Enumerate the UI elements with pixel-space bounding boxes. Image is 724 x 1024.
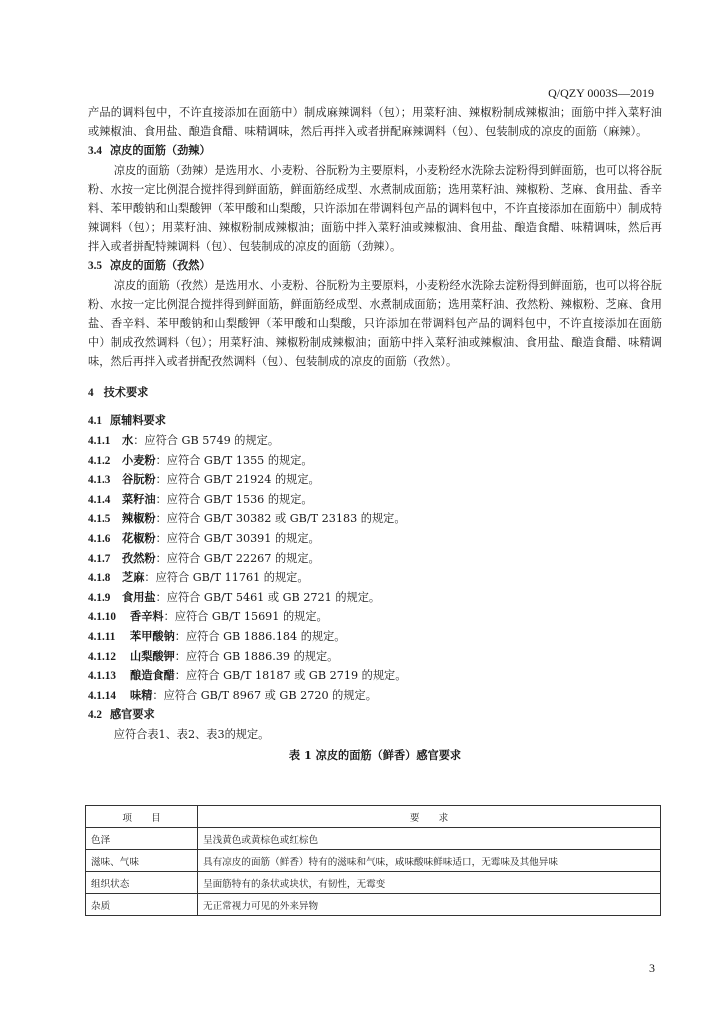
intro-paragraph: 产品的调料包中，不许直接添加在面筋中）制成麻辣调料（包）；用菜籽油、辣椒粉制成辣椒油；面筋中拌入菜籽油或辣椒油、食用盐、酿造食醋、味精调味，然后再拌入或者拼配麻辣调料（包）、包装制成的凉皮的面筋（麻辣）。 (88, 106, 662, 138)
requirement-number: 4.1.3 (88, 474, 111, 487)
requirement-item (88, 431, 662, 451)
requirement-term: 花椒粉 (122, 530, 156, 545)
requirement-item (88, 470, 662, 490)
section-title: 原辅料要求 (109, 413, 166, 427)
requirement-term: 味精 (130, 687, 153, 702)
section-4-heading (88, 383, 662, 403)
requirement-item (88, 529, 662, 549)
requirement-item (88, 490, 662, 510)
requirement-term: 食用盐 (122, 589, 156, 604)
requirement-text: ：应符合 GB 5749 的规定。 (133, 434, 280, 447)
table-header-row (86, 806, 661, 828)
table-1-caption: 表 1 凉皮的面筋（鲜香）感官要求 (288, 748, 462, 763)
requirement-item (88, 647, 662, 667)
requirement-text: ：应符合 GB/T 11761 的规定。 (144, 571, 309, 585)
table-row (86, 828, 661, 850)
requirement-term: 苯甲酸钠 (130, 628, 175, 643)
requirement-term: 辣椒粉 (122, 511, 156, 526)
requirement-term: 菜籽油 (122, 491, 156, 506)
requirement-term: 山梨酸钾 (130, 648, 175, 663)
section-title: 凉皮的面筋（劲辣） (109, 143, 211, 157)
section-3-5-heading (88, 256, 662, 276)
table-cell-requirement: 呈浅黄色或黄棕色或红棕色 (198, 828, 661, 850)
section-3-5-body: 凉皮的面筋（孜然）是选用水、小麦粉、谷朊粉为主要原料，小麦粉经水洗除去淀粉得到鲜面筋，也可以将谷朊粉、水按一定比例混合搅拌得到鲜面筋，鲜面筋经成型、水煮制成面筋；选用菜籽油、孜然粉、辣椒粉、芝麻、食用盐、香辛料、苯甲酸钠和山梨酸钾（苯甲酸和山梨酸，只许添加在带调料包产品的调料包中，不许直接添加在面筋中）制成孜然调料（包）；用菜籽油、辣椒粉制成辣椒油；面筋中拌入菜籽油或辣椒油、食用盐、酿造食醋、味精调味，然后再拌入或者拼配孜然调料（包）、包装制成的凉皮的面筋（孜然）。 (88, 279, 662, 368)
requirement-term: 孜然粉 (122, 550, 156, 565)
section-3-4-body: 凉皮的面筋（劲辣）是选用水、小麦粉、谷朊粉为主要原料，小麦粉经水洗除去淀粉得到鲜面筋，也可以将谷朊粉、水按一定比例混合搅拌得到鲜面筋，鲜面筋经成型、水煮制成面筋；选用菜籽油、辣椒粉、芝麻、食用盐、香辛料、苯甲酸钠和山梨酸钾（苯甲酸和山梨酸，只许添加在带调料包产品的调料包中，不许直接添加在面筋中）制成特辣调料（包）；用菜籽油、辣椒粉制成辣椒油；面筋中拌入菜籽油或辣椒油、食用盐、酿造食醋、味精调味，然后再拌入或者拼配特辣调料（包）、包装制成的凉皮的面筋（劲辣）。 (88, 164, 662, 253)
table-cell-item: 杂质 (86, 894, 198, 916)
requirement-text: ：应符合 GB/T 21924 的规定。 (155, 473, 320, 487)
requirement-item (88, 588, 662, 608)
sensory-requirements-table (85, 805, 661, 916)
requirement-text: ：应符合 GB/T 30391 的规定。 (155, 531, 320, 545)
requirement-number: 4.1.1 (88, 435, 111, 447)
table-body (86, 828, 661, 916)
requirement-item (88, 451, 662, 471)
section-title: 技术要求 (103, 385, 149, 399)
section-4-1-heading (88, 411, 662, 431)
requirement-text: ：应符合 GB/T 22267 的规定。 (155, 551, 320, 565)
requirement-number: 4.1.7 (88, 552, 111, 565)
requirement-term: 谷朊粉 (122, 472, 156, 487)
requirement-number: 4.1.5 (88, 513, 111, 526)
requirement-item (88, 686, 662, 706)
table-row (86, 894, 661, 916)
section-number: 4.1 (88, 415, 102, 427)
raw-material-list (88, 431, 662, 705)
section-number: 3.4 (88, 145, 102, 157)
section-number: 3.5 (88, 260, 102, 272)
page-number: 3 (649, 961, 655, 975)
requirement-item (88, 666, 662, 686)
requirement-item (88, 607, 662, 627)
document-body (88, 103, 662, 768)
requirement-text: ：应符合 GB/T 8967 或 GB 2720 的规定。 (152, 688, 377, 702)
requirement-text: ：应符合 GB/T 30382 或 GB/T 23183 的规定。 (155, 512, 406, 526)
requirement-number: 4.1.2 (88, 454, 111, 467)
requirement-term: 小麦粉 (122, 452, 156, 467)
requirement-number: 4.1.9 (88, 591, 111, 604)
section-number: 4 (88, 387, 94, 399)
requirement-number: 4.1.8 (88, 572, 111, 585)
table-cell-item: 色泽 (86, 828, 198, 850)
requirement-item (88, 627, 662, 647)
requirement-item (88, 509, 662, 529)
requirement-number: 4.1.13 (88, 670, 116, 683)
requirement-item (88, 549, 662, 569)
requirement-term: 酿造食醋 (130, 668, 175, 683)
requirement-text: ：应符合 GB/T 5461 或 GB 2721 的规定。 (155, 590, 381, 604)
table-cell-item: 滋味、气味 (86, 850, 198, 872)
requirement-number: 4.1.11 (88, 630, 116, 643)
requirement-number: 4.1.14 (88, 689, 116, 702)
requirement-text: ：应符合 GB 1886.184 的规定。 (174, 629, 346, 643)
section-4-2-body: 应符合表1、表2、表3的规定。 (113, 728, 270, 742)
requirement-text: ：应符合 GB/T 1536 的规定。 (155, 492, 313, 506)
requirement-text: ：应符合 GB/T 15691 的规定。 (163, 610, 328, 624)
table-cell-requirement: 具有凉皮的面筋（鲜香）特有的滋味和气味，咸味酸味鲜味适口，无霉味及其他异味 (198, 850, 661, 872)
requirement-term: 芝麻 (122, 570, 145, 585)
table-cell-item: 组织状态 (86, 872, 198, 894)
requirement-term: 水 (122, 433, 134, 447)
requirement-text: ：应符合 GB/T 18187 或 GB 2719 的规定。 (174, 669, 407, 683)
table-header-requirement: 要 求 (198, 806, 661, 828)
requirement-term: 香辛料 (130, 609, 164, 624)
requirement-number: 4.1.10 (88, 611, 116, 624)
requirement-number: 4.1.6 (88, 532, 111, 545)
document-code: Q/QZY 0003S—2019 (548, 86, 654, 100)
requirement-number: 4.1.12 (88, 650, 116, 663)
table-header-item: 项 目 (86, 806, 198, 828)
requirement-number: 4.1.4 (88, 493, 111, 506)
section-4-2-heading (88, 705, 662, 725)
requirement-item (88, 568, 662, 588)
table-row (86, 850, 661, 872)
table-cell-requirement: 呈面筋特有的条状或块状，有韧性，无霉变 (198, 872, 661, 894)
section-number: 4.2 (88, 709, 102, 722)
section-title: 凉皮的面筋（孜然） (109, 258, 211, 272)
requirement-text: ：应符合 GB 1886.39 的规定。 (174, 649, 339, 663)
requirement-text: ：应符合 GB/T 1355 的规定。 (155, 453, 313, 467)
table-row (86, 872, 661, 894)
section-3-4-heading (88, 141, 662, 161)
section-title: 感官要求 (109, 707, 155, 722)
table-cell-requirement: 无正常视力可见的外来异物 (198, 894, 661, 916)
